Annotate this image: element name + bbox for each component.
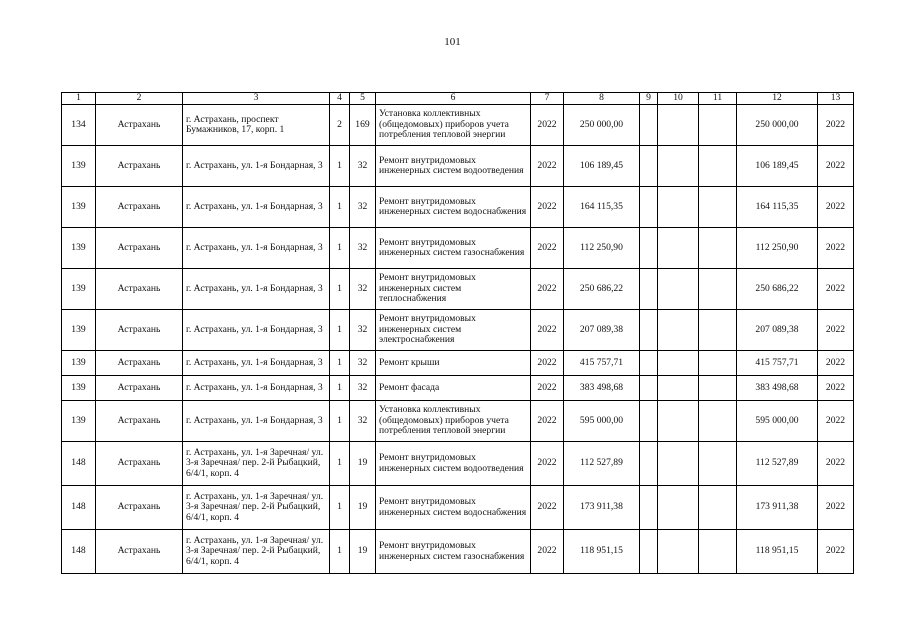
empty-cell — [658, 486, 699, 530]
empty-cell — [640, 351, 658, 376]
table-row — [62, 351, 854, 376]
empty-cell — [640, 269, 658, 310]
work-type-cell: Установка коллективных (общедомовых) приборов учета потребления тепловой энергии — [376, 105, 531, 146]
table-row — [62, 228, 854, 269]
count-cell: 1 — [330, 376, 350, 401]
col-header: 2 — [96, 93, 183, 105]
empty-cell — [640, 401, 658, 442]
year-cell: 2022 — [531, 401, 564, 442]
empty-cell — [658, 105, 699, 146]
address-cell: г. Астрахань, ул. 1-я Бондарная, 3 — [183, 310, 330, 351]
col-header: 9 — [640, 93, 658, 105]
total-cell: 595 000,00 — [737, 401, 818, 442]
city-cell: Астрахань — [96, 310, 183, 351]
empty-cell — [699, 105, 737, 146]
work-type-cell: Ремонт внутридомовых инженерных систем электроснабжения — [376, 310, 531, 351]
work-type-cell: Ремонт фасада — [376, 376, 531, 401]
end-year-cell: 2022 — [818, 269, 854, 310]
address-cell: г. Астрахань, ул. 1-я Бондарная, 3 — [183, 351, 330, 376]
empty-cell — [699, 351, 737, 376]
end-year-cell: 2022 — [818, 228, 854, 269]
empty-cell — [699, 530, 737, 574]
row-number: 139 — [62, 269, 96, 310]
total-cell: 250 000,00 — [737, 105, 818, 146]
cost-cell: 415 757,71 — [564, 351, 640, 376]
address-cell: г. Астрахань, ул. 1-я Заречная/ ул. 3-я Заречная/ пер. 2-й Рыбацкий, 6/4/1, корп. 4 — [183, 530, 330, 574]
city-cell: Астрахань — [96, 351, 183, 376]
empty-cell — [640, 310, 658, 351]
count-cell: 1 — [330, 442, 350, 486]
count-cell: 32 — [350, 351, 376, 376]
empty-cell — [699, 486, 737, 530]
count-cell: 32 — [350, 376, 376, 401]
count-cell: 32 — [350, 401, 376, 442]
empty-cell — [699, 376, 737, 401]
row-number: 139 — [62, 228, 96, 269]
count-cell: 32 — [350, 187, 376, 228]
city-cell: Астрахань — [96, 376, 183, 401]
count-cell: 32 — [350, 228, 376, 269]
end-year-cell: 2022 — [818, 442, 854, 486]
row-number: 148 — [62, 530, 96, 574]
page-number: 101 — [444, 36, 461, 48]
city-cell: Астрахань — [96, 228, 183, 269]
header-row — [62, 93, 854, 105]
cost-cell: 164 115,35 — [564, 187, 640, 228]
empty-cell — [699, 310, 737, 351]
work-type-cell: Установка коллективных (общедомовых) приборов учета потребления тепловой энергии — [376, 401, 531, 442]
count-cell: 1 — [330, 486, 350, 530]
total-cell: 383 498,68 — [737, 376, 818, 401]
col-header: 7 — [531, 93, 564, 105]
empty-cell — [640, 486, 658, 530]
total-cell: 164 115,35 — [737, 187, 818, 228]
empty-cell — [640, 187, 658, 228]
end-year-cell: 2022 — [818, 376, 854, 401]
row-number: 139 — [62, 146, 96, 187]
table-body — [62, 105, 854, 574]
empty-cell — [640, 146, 658, 187]
empty-cell — [658, 146, 699, 187]
empty-cell — [658, 401, 699, 442]
col-header: 3 — [183, 93, 330, 105]
count-cell: 19 — [350, 530, 376, 574]
year-cell: 2022 — [531, 310, 564, 351]
empty-cell — [699, 269, 737, 310]
count-cell: 1 — [330, 146, 350, 187]
end-year-cell: 2022 — [818, 310, 854, 351]
year-cell: 2022 — [531, 351, 564, 376]
year-cell: 2022 — [531, 269, 564, 310]
total-cell: 250 686,22 — [737, 269, 818, 310]
count-cell: 32 — [350, 146, 376, 187]
empty-cell — [699, 228, 737, 269]
cost-cell: 250 000,00 — [564, 105, 640, 146]
city-cell: Астрахань — [96, 442, 183, 486]
address-cell: г. Астрахань, ул. 1-я Заречная/ ул. 3-я Заречная/ пер. 2-й Рыбацкий, 6/4/1, корп. 4 — [183, 442, 330, 486]
empty-cell — [640, 442, 658, 486]
count-cell: 1 — [330, 228, 350, 269]
address-cell: г. Астрахань, проспект Бумажников, 17, корп. 1 — [183, 105, 330, 146]
row-number: 134 — [62, 105, 96, 146]
count-cell: 19 — [350, 486, 376, 530]
col-header: 11 — [699, 93, 737, 105]
row-number: 139 — [62, 351, 96, 376]
address-cell: г. Астрахань, ул. 1-я Бондарная, 3 — [183, 401, 330, 442]
empty-cell — [699, 401, 737, 442]
col-header: 10 — [658, 93, 699, 105]
end-year-cell: 2022 — [818, 486, 854, 530]
total-cell: 112 527,89 — [737, 442, 818, 486]
cost-cell: 106 189,45 — [564, 146, 640, 187]
end-year-cell: 2022 — [818, 187, 854, 228]
work-type-cell: Ремонт внутридомовых инженерных систем теплоснабжения — [376, 269, 531, 310]
empty-cell — [640, 530, 658, 574]
city-cell: Астрахань — [96, 486, 183, 530]
empty-cell — [658, 376, 699, 401]
table-row — [62, 310, 854, 351]
count-cell: 32 — [350, 310, 376, 351]
empty-cell — [658, 187, 699, 228]
count-cell: 1 — [330, 530, 350, 574]
cost-cell: 250 686,22 — [564, 269, 640, 310]
address-cell: г. Астрахань, ул. 1-я Бондарная, 3 — [183, 228, 330, 269]
city-cell: Астрахань — [96, 269, 183, 310]
year-cell: 2022 — [531, 486, 564, 530]
col-header: 4 — [330, 93, 350, 105]
table-row — [62, 269, 854, 310]
total-cell: 207 089,38 — [737, 310, 818, 351]
empty-cell — [658, 530, 699, 574]
end-year-cell: 2022 — [818, 401, 854, 442]
address-cell: г. Астрахань, ул. 1-я Бондарная, 3 — [183, 187, 330, 228]
work-type-cell: Ремонт крыши — [376, 351, 531, 376]
year-cell: 2022 — [531, 530, 564, 574]
cost-cell: 173 911,38 — [564, 486, 640, 530]
cost-cell: 112 527,89 — [564, 442, 640, 486]
count-cell: 32 — [350, 269, 376, 310]
count-cell: 1 — [330, 310, 350, 351]
total-cell: 106 189,45 — [737, 146, 818, 187]
year-cell: 2022 — [531, 105, 564, 146]
row-number: 148 — [62, 486, 96, 530]
total-cell: 112 250,90 — [737, 228, 818, 269]
end-year-cell: 2022 — [818, 146, 854, 187]
address-cell: г. Астрахань, ул. 1-я Бондарная, 3 — [183, 146, 330, 187]
total-cell: 173 911,38 — [737, 486, 818, 530]
work-type-cell: Ремонт внутридомовых инженерных систем водоснабжения — [376, 187, 531, 228]
total-cell: 118 951,15 — [737, 530, 818, 574]
col-header: 5 — [350, 93, 376, 105]
count-cell: 1 — [330, 351, 350, 376]
city-cell: Астрахань — [96, 146, 183, 187]
col-header: 1 — [62, 93, 96, 105]
repair-program-table — [61, 92, 854, 574]
row-number: 139 — [62, 376, 96, 401]
table-row — [62, 187, 854, 228]
empty-cell — [658, 228, 699, 269]
city-cell: Астрахань — [96, 401, 183, 442]
empty-cell — [658, 442, 699, 486]
count-cell: 1 — [330, 401, 350, 442]
year-cell: 2022 — [531, 442, 564, 486]
end-year-cell: 2022 — [818, 351, 854, 376]
empty-cell — [699, 146, 737, 187]
table-row — [62, 401, 854, 442]
work-type-cell: Ремонт внутридомовых инженерных систем газоснабжения — [376, 530, 531, 574]
cost-cell: 112 250,90 — [564, 228, 640, 269]
table-row — [62, 105, 854, 146]
col-header: 12 — [737, 93, 818, 105]
empty-cell — [640, 105, 658, 146]
total-cell: 415 757,71 — [737, 351, 818, 376]
end-year-cell: 2022 — [818, 530, 854, 574]
cost-cell: 118 951,15 — [564, 530, 640, 574]
empty-cell — [658, 351, 699, 376]
address-cell: г. Астрахань, ул. 1-я Бондарная, 3 — [183, 376, 330, 401]
count-cell: 169 — [350, 105, 376, 146]
work-type-cell: Ремонт внутридомовых инженерных систем водоснабжения — [376, 486, 531, 530]
cost-cell: 207 089,38 — [564, 310, 640, 351]
city-cell: Астрахань — [96, 105, 183, 146]
year-cell: 2022 — [531, 376, 564, 401]
count-cell: 19 — [350, 442, 376, 486]
col-header: 6 — [376, 93, 531, 105]
row-number: 139 — [62, 310, 96, 351]
count-cell: 1 — [330, 187, 350, 228]
cost-cell: 595 000,00 — [564, 401, 640, 442]
empty-cell — [658, 310, 699, 351]
year-cell: 2022 — [531, 146, 564, 187]
work-type-cell: Ремонт внутридомовых инженерных систем газоснабжения — [376, 228, 531, 269]
empty-cell — [640, 228, 658, 269]
city-cell: Астрахань — [96, 187, 183, 228]
empty-cell — [699, 187, 737, 228]
count-cell: 1 — [330, 269, 350, 310]
empty-cell — [699, 442, 737, 486]
col-header: 13 — [818, 93, 854, 105]
count-cell: 2 — [330, 105, 350, 146]
table-row — [62, 486, 854, 530]
empty-cell — [658, 269, 699, 310]
table-row — [62, 442, 854, 486]
year-cell: 2022 — [531, 228, 564, 269]
work-type-cell: Ремонт внутридомовых инженерных систем водоотведения — [376, 442, 531, 486]
row-number: 148 — [62, 442, 96, 486]
table-row — [62, 146, 854, 187]
table-row — [62, 376, 854, 401]
table-row — [62, 530, 854, 574]
work-type-cell: Ремонт внутридомовых инженерных систем водоотведения — [376, 146, 531, 187]
col-header: 8 — [564, 93, 640, 105]
empty-cell — [640, 376, 658, 401]
address-cell: г. Астрахань, ул. 1-я Заречная/ ул. 3-я Заречная/ пер. 2-й Рыбацкий, 6/4/1, корп. 4 — [183, 486, 330, 530]
address-cell: г. Астрахань, ул. 1-я Бондарная, 3 — [183, 269, 330, 310]
year-cell: 2022 — [531, 187, 564, 228]
end-year-cell: 2022 — [818, 105, 854, 146]
row-number: 139 — [62, 401, 96, 442]
row-number: 139 — [62, 187, 96, 228]
cost-cell: 383 498,68 — [564, 376, 640, 401]
city-cell: Астрахань — [96, 530, 183, 574]
